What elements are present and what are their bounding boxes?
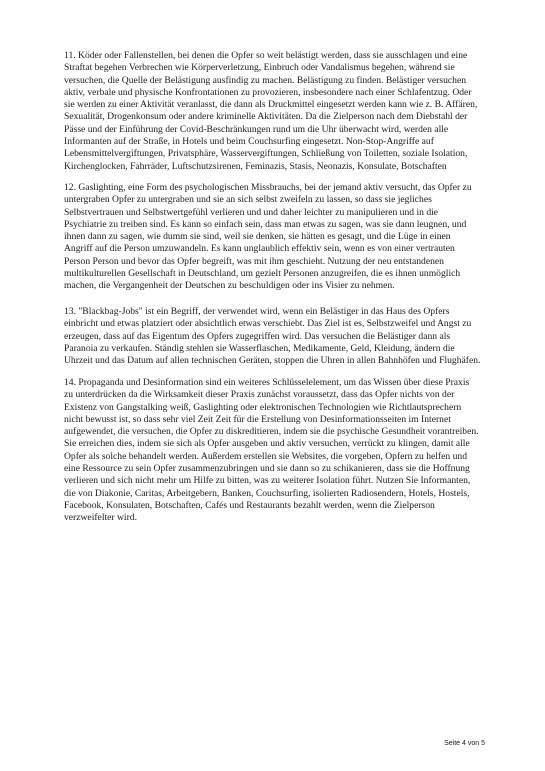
paragraph-11: 11. Köder oder Fallenstellen, bei denen die Opfer so weit belästigt werden, dass sie ausschlagen und eine Straftat begehen Verbrechen wie Körperverletzung, Einbruch oder Vandalismus begehen, während sie versuchen, die Quelle der Belästigung ausfindig zu machen. Belästigung zu finden. Belästiger versuchen aktiv, verbale und physische Konfrontationen zu provozieren, insbesondere nach einer Schlafentzug. Oder sie werden zu einer Aktivität veranlasst, die dann als Druckmittel eingesetzt werden kann wie z. B. Affären, Sexualität, Drogenkonsum oder andere kriminelle Aktivitäten. Da die Zielperson nach dem Diebstahl der Pässe und der Einführung der Covid-Beschränkungen rund um die Uhr überwacht wird, werden alle Informanten auf der Straße, in Hotels und beim Couchsurfing eingesetzt. Non-Stop-Angriffe auf Lebensmittelvergiftungen, Privatsphäre, Wasservergiftungen, Schließung von Toiletten, soziale Isolation, Kirchenglocken, Fahrräder, Luftschutzsirenen, Feminazis, Stasis, Neonazis, Konsulate, Botschaften [64,50,478,172]
paragraph-14: 14. Propaganda und Desinformation sind ein weiteres Schlüsselelement, um das Wissen über diese Praxis zu unterdrücken da die Wirksamkeit dieser Praxis zunächst voraussetzt, dass das Opfer nichts von der Existenz von Gangstalking weiß, Gaslighting oder elektronischen Technologien wie Richtlautsprechern nicht bewusst ist, so dass sehr viel Zeit Zeit für die Erstellung von Desinformationsseiten im Internet aufgewendet, die versuchen, die Opfer zu diskreditieren, indem sie die psychische Gesundheit vorantreiben. Sie erreichen dies, indem sie sich als Opfer ausgeben und aktiv versuchen, verrückt zu klingen, damit alle Opfer als solche behandelt werden. Außerdem erstellen sie Websites, die vorgeben, Opfern zu helfen und eine Ressource zu sein Opfer zusammenzubringen und sie dann so zu schikanieren, dass sie die Hoffnung verlieren und sich nicht mehr um Hilfe zu bitten, was zu weiterer Isolation führt. Nutzen Sie Informanten, die von Diakonie, Caritas, Arbeitgebern, Banken, Couchsurfing, isolierten Radiosendern, Hotels, Hostels, Facebook, Konsulaten, Botschaften, Cafés und Restaurants bezahlt werden, wenn die Zielperson verzweifelter wird. [64,377,479,524]
paragraph-12: 12. Gaslighting, eine Form des psychologischen Missbrauchs, bei der jemand aktiv versucht, das Opfer zu untergraben Opfer zu untergraben und sie an sich selbst zweifeln zu lassen, so dass sie jegliches Selbstvertrauen und Selbstwertgefühl verlieren und und daher leichter zu manipulieren und in die Psychiatrie zu treiben sind. Es kann so einfach sein, dass man etwas zu sagen, was sie dann leugnen, und ihnen dann zu sagen, wie dumm sie sind, weil sie denken, sie hätten es gesagt, und die Lüge in einen Angriff auf die Person umzuwandeln. Es kann unglaublich effektiv sein, wenn es von einer vertrauten Person Person und bevor das Opfer begreift, was mit ihm geschieht. Nutzung der neu entstandenen multikulturellen Gesellschaft in Deutschland, um gezielt Personen anzugreifen, die es ihnen unmöglich machen, die Vergangenheit der Deutschen zu beschuldigen oder ins Visier zu nehmen. [64,182,472,292]
page-number: Seite 4 von 5 [444,740,485,747]
paragraph-13: 13. "Blackbag-Jobs" ist ein Begriff, der verwendet wird, wenn ein Belästiger in das Haus des Opfers einbricht und etwas platziert oder absichtlich etwas verschiebt. Das Ziel ist es, Selbstzweifel und Angst zu erzeugen, dass auf das Eigentum des Opfers zugegriffen wird. Das versuchen die Belästiger dann als Paranoia zu verkaufen. Ständig stehlen sie Wasserflaschen, Medikamente, Geld, Kleidung, ändern die Uhrzeit und das Datum auf allen technischen Geräten, stoppen die Uhren in allen Bahnhöfen und Flughäfen. [64,306,481,367]
